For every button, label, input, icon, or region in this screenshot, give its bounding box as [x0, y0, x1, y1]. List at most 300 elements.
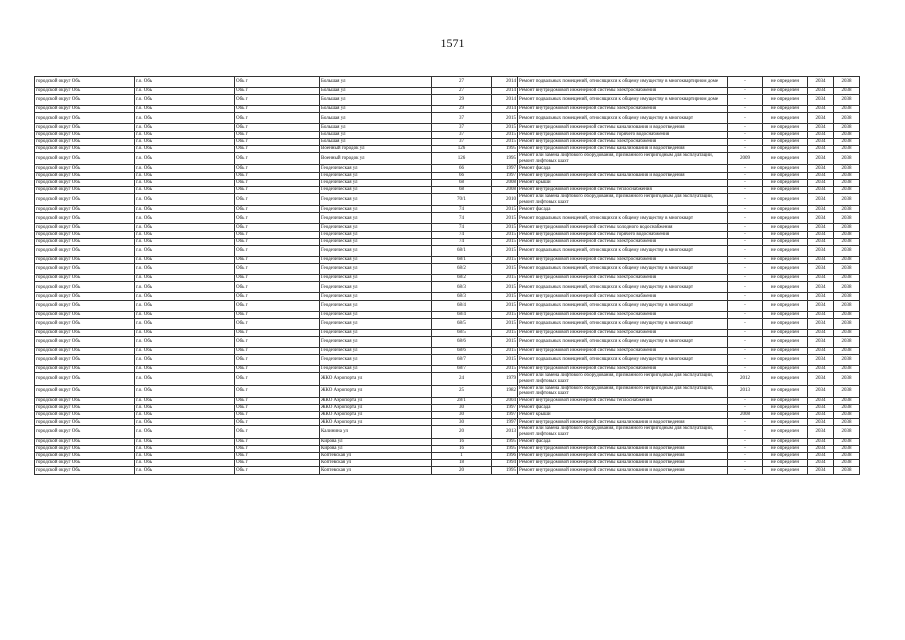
- last-repair-year-cell: 2013: [728, 385, 763, 397]
- street-cell: ЖКО Аэропорта ул: [320, 373, 432, 385]
- settlement-cell: Обь г: [235, 311, 320, 318]
- last-repair-year-cell: 2009: [728, 153, 763, 165]
- municipality-cell: городской округ Обь: [35, 438, 135, 445]
- settlement-cell: Обь г: [235, 194, 320, 206]
- street-cell: Геодезическая ул: [320, 179, 432, 186]
- table-row: [35, 467, 860, 474]
- district-cell: г.о. Обь: [135, 206, 235, 213]
- municipality-cell: городской округ Обь: [35, 445, 135, 452]
- district-cell: г.о. Обь: [135, 88, 235, 95]
- district-cell: г.о. Обь: [135, 257, 235, 264]
- settlement-cell: Обь г: [235, 366, 320, 373]
- street-cell: Большая ул: [320, 95, 432, 106]
- built-year-cell: 2014: [492, 106, 518, 113]
- house-number-cell: 68/7: [432, 366, 492, 373]
- street-cell: ЖКО Аэропорта ул: [320, 419, 432, 426]
- house-number-cell: 68/2: [432, 275, 492, 282]
- municipality-cell: городской округ Обь: [35, 426, 135, 438]
- plan-start-cell: 2034: [808, 113, 834, 124]
- last-repair-year-cell: -: [728, 275, 763, 282]
- status-cell: не определен: [763, 186, 808, 193]
- table-row: [35, 397, 860, 404]
- status-cell: не определен: [763, 419, 808, 426]
- last-repair-year-cell: -: [728, 172, 763, 179]
- district-cell: г.о. Обь: [135, 426, 235, 438]
- municipality-cell: городской округ Обь: [35, 106, 135, 113]
- last-repair-year-cell: -: [728, 194, 763, 206]
- settlement-cell: Обь г: [235, 131, 320, 138]
- status-cell: не определен: [763, 106, 808, 113]
- plan-end-cell: 2038: [834, 231, 860, 238]
- district-cell: г.о. Обь: [135, 77, 235, 88]
- plan-end-cell: 2038: [834, 385, 860, 397]
- district-cell: г.о. Обь: [135, 355, 235, 366]
- table-row: [35, 300, 860, 311]
- settlement-cell: Обь г: [235, 438, 320, 445]
- house-number-cell: 68/1: [432, 257, 492, 264]
- status-cell: не определен: [763, 293, 808, 300]
- last-repair-year-cell: -: [728, 438, 763, 445]
- table-row: [35, 264, 860, 275]
- house-number-cell: 37: [432, 138, 492, 145]
- plan-start-cell: 2034: [808, 206, 834, 213]
- house-number-cell: 24: [432, 373, 492, 385]
- work-type-cell: Ремонт внутридомовой инженерной системы электроснабжения: [518, 138, 728, 145]
- work-type-cell: Ремонт внутридомовой инженерной системы канализования и водоотведения: [518, 124, 728, 131]
- last-repair-year-cell: -: [728, 77, 763, 88]
- house-number-cell: 20: [432, 426, 492, 438]
- status-cell: не определен: [763, 347, 808, 354]
- built-year-cell: 2014: [492, 95, 518, 106]
- settlement-cell: Обь г: [235, 355, 320, 366]
- plan-end-cell: 2038: [834, 88, 860, 95]
- street-cell: Большая ул: [320, 124, 432, 131]
- plan-start-cell: 2034: [808, 453, 834, 460]
- work-type-cell: Ремонт фасада: [518, 165, 728, 172]
- municipality-cell: городской округ Обь: [35, 238, 135, 245]
- plan-start-cell: 2034: [808, 224, 834, 231]
- plan-end-cell: 2038: [834, 311, 860, 318]
- municipality-cell: городской округ Обь: [35, 206, 135, 213]
- plan-end-cell: 2038: [834, 355, 860, 366]
- street-cell: Геодезическая ул: [320, 257, 432, 264]
- district-cell: г.о. Обь: [135, 145, 235, 152]
- municipality-cell: городской округ Обь: [35, 153, 135, 165]
- plan-start-cell: 2034: [808, 397, 834, 404]
- last-repair-year-cell: -: [728, 246, 763, 257]
- built-year-cell: 2010: [492, 194, 518, 206]
- municipality-cell: городской округ Обь: [35, 419, 135, 426]
- district-cell: г.о. Обь: [135, 153, 235, 165]
- plan-start-cell: 2034: [808, 172, 834, 179]
- table-row: [35, 311, 860, 318]
- status-cell: не определен: [763, 336, 808, 347]
- status-cell: не определен: [763, 77, 808, 88]
- built-year-cell: 2015: [492, 336, 518, 347]
- plan-end-cell: 2038: [834, 194, 860, 206]
- table-row: [35, 293, 860, 300]
- street-cell: ЖКО Аэропорта ул: [320, 412, 432, 419]
- work-type-cell: Ремонт внутридомовой инженерной системы канализования и водоотведения: [518, 445, 728, 452]
- last-repair-year-cell: -: [728, 397, 763, 404]
- last-repair-year-cell: -: [728, 419, 763, 426]
- municipality-cell: городской округ Обь: [35, 165, 135, 172]
- built-year-cell: 1994: [492, 460, 518, 467]
- house-number-cell: 68: [432, 186, 492, 193]
- table-body: [35, 77, 860, 475]
- table-row: [35, 95, 860, 106]
- table-row: [35, 366, 860, 373]
- district-cell: г.о. Обь: [135, 366, 235, 373]
- district-cell: г.о. Обь: [135, 264, 235, 275]
- table-row: [35, 213, 860, 224]
- built-year-cell: 2015: [492, 213, 518, 224]
- settlement-cell: Обь г: [235, 186, 320, 193]
- plan-end-cell: 2038: [834, 145, 860, 152]
- municipality-cell: городской округ Обь: [35, 264, 135, 275]
- settlement-cell: Обь г: [235, 347, 320, 354]
- last-repair-year-cell: -: [728, 336, 763, 347]
- last-repair-year-cell: -: [728, 426, 763, 438]
- house-number-cell: 68/4: [432, 300, 492, 311]
- last-repair-year-cell: -: [728, 460, 763, 467]
- house-number-cell: 68/5: [432, 318, 492, 329]
- built-year-cell: 2015: [492, 224, 518, 231]
- district-cell: г.о. Обь: [135, 445, 235, 452]
- plan-start-cell: 2034: [808, 404, 834, 411]
- last-repair-year-cell: -: [728, 138, 763, 145]
- house-number-cell: 68/3: [432, 282, 492, 293]
- built-year-cell: 2015: [492, 246, 518, 257]
- municipality-cell: городской округ Обь: [35, 412, 135, 419]
- settlement-cell: Обь г: [235, 404, 320, 411]
- plan-end-cell: 2038: [834, 438, 860, 445]
- plan-end-cell: 2038: [834, 318, 860, 329]
- last-repair-year-cell: -: [728, 95, 763, 106]
- house-number-cell: 25: [432, 385, 492, 397]
- status-cell: не определен: [763, 257, 808, 264]
- plan-start-cell: 2034: [808, 460, 834, 467]
- last-repair-year-cell: -: [728, 206, 763, 213]
- house-number-cell: 68/3: [432, 293, 492, 300]
- table-row: [35, 194, 860, 206]
- status-cell: не определен: [763, 213, 808, 224]
- municipality-cell: городской округ Обь: [35, 293, 135, 300]
- table-row: [35, 412, 860, 419]
- work-type-cell: Ремонт или замена лифтового оборудования, признанного непригодным для эксплуатации, ремонт лифтовых шахт: [518, 385, 728, 397]
- table-row: [35, 246, 860, 257]
- municipality-cell: городской округ Обь: [35, 179, 135, 186]
- settlement-cell: Обь г: [235, 397, 320, 404]
- status-cell: не определен: [763, 131, 808, 138]
- built-year-cell: 2015: [492, 264, 518, 275]
- table-row: [35, 153, 860, 165]
- status-cell: не определен: [763, 445, 808, 452]
- street-cell: Геодезическая ул: [320, 165, 432, 172]
- work-type-cell: Ремонт внутридомовой инженерной системы электроснабжения: [518, 106, 728, 113]
- table-row: [35, 453, 860, 460]
- last-repair-year-cell: -: [728, 453, 763, 460]
- district-cell: г.о. Обь: [135, 467, 235, 474]
- last-repair-year-cell: -: [728, 213, 763, 224]
- built-year-cell: 1997: [492, 412, 518, 419]
- status-cell: не определен: [763, 138, 808, 145]
- street-cell: Геодезическая ул: [320, 224, 432, 231]
- settlement-cell: Обь г: [235, 106, 320, 113]
- work-type-cell: Ремонт подвальных помещений, относящихся к общему имуществу в многокварт: [518, 282, 728, 293]
- table-row: [35, 113, 860, 124]
- built-year-cell: 2004: [492, 397, 518, 404]
- status-cell: не определен: [763, 467, 808, 474]
- last-repair-year-cell: -: [728, 282, 763, 293]
- last-repair-year-cell: -: [728, 404, 763, 411]
- built-year-cell: 2015: [492, 293, 518, 300]
- built-year-cell: 1997: [492, 172, 518, 179]
- street-cell: Геодезическая ул: [320, 282, 432, 293]
- street-cell: Военный городок ул: [320, 153, 432, 165]
- status-cell: не определен: [763, 246, 808, 257]
- work-type-cell: Ремонт внутридомовой инженерной системы электроснабжения: [518, 329, 728, 336]
- settlement-cell: Обь г: [235, 275, 320, 282]
- district-cell: г.о. Обь: [135, 404, 235, 411]
- street-cell: Геодезическая ул: [320, 194, 432, 206]
- work-type-cell: Ремонт внутридомовой инженерной системы электроснабжения: [518, 275, 728, 282]
- page-number: 1571: [440, 36, 465, 50]
- plan-start-cell: 2034: [808, 131, 834, 138]
- plan-start-cell: 2034: [808, 426, 834, 438]
- plan-end-cell: 2038: [834, 77, 860, 88]
- municipality-cell: городской округ Обь: [35, 246, 135, 257]
- status-cell: не определен: [763, 95, 808, 106]
- work-type-cell: Ремонт внутридомовой инженерной системы горячего водоснабжения: [518, 231, 728, 238]
- municipality-cell: городской округ Обь: [35, 467, 135, 474]
- street-cell: Кирова ул: [320, 438, 432, 445]
- status-cell: не определен: [763, 366, 808, 373]
- district-cell: г.о. Обь: [135, 95, 235, 106]
- plan-start-cell: 2034: [808, 165, 834, 172]
- settlement-cell: Обь г: [235, 179, 320, 186]
- table-row: [35, 419, 860, 426]
- plan-end-cell: 2038: [834, 293, 860, 300]
- built-year-cell: 1995: [492, 445, 518, 452]
- settlement-cell: Обь г: [235, 264, 320, 275]
- district-cell: г.о. Обь: [135, 419, 235, 426]
- street-cell: Калинина ул: [320, 426, 432, 438]
- settlement-cell: Обь г: [235, 453, 320, 460]
- built-year-cell: 2015: [492, 300, 518, 311]
- plan-start-cell: 2034: [808, 275, 834, 282]
- plan-start-cell: 2034: [808, 336, 834, 347]
- plan-start-cell: 2034: [808, 366, 834, 373]
- municipality-cell: городской округ Обь: [35, 355, 135, 366]
- street-cell: ЖКО Аэропорта ул: [320, 397, 432, 404]
- municipality-cell: городской округ Обь: [35, 131, 135, 138]
- plan-start-cell: 2034: [808, 106, 834, 113]
- street-cell: Геодезическая ул: [320, 347, 432, 354]
- built-year-cell: 2013: [492, 426, 518, 438]
- status-cell: не определен: [763, 318, 808, 329]
- plan-end-cell: 2038: [834, 165, 860, 172]
- table-row: [35, 165, 860, 172]
- settlement-cell: Обь г: [235, 293, 320, 300]
- plan-end-cell: 2038: [834, 206, 860, 213]
- house-number-cell: 68/2: [432, 264, 492, 275]
- work-type-cell: Ремонт крыши: [518, 179, 728, 186]
- street-cell: Большая ул: [320, 131, 432, 138]
- work-type-cell: Ремонт внутридомовой инженерной системы электроснабжения: [518, 311, 728, 318]
- district-cell: г.о. Обь: [135, 329, 235, 336]
- status-cell: не определен: [763, 179, 808, 186]
- work-type-cell: Ремонт внутридомовой инженерной системы канализования и водоотведения: [518, 419, 728, 426]
- house-number-cell: 37: [432, 131, 492, 138]
- table-row: [35, 224, 860, 231]
- last-repair-year-cell: -: [728, 88, 763, 95]
- plan-start-cell: 2034: [808, 88, 834, 95]
- status-cell: не определен: [763, 206, 808, 213]
- district-cell: г.о. Обь: [135, 231, 235, 238]
- last-repair-year-cell: -: [728, 224, 763, 231]
- district-cell: г.о. Обь: [135, 318, 235, 329]
- built-year-cell: 1997: [492, 419, 518, 426]
- plan-start-cell: 2034: [808, 412, 834, 419]
- table-row: [35, 138, 860, 145]
- settlement-cell: Обь г: [235, 460, 320, 467]
- house-number-cell: 74: [432, 238, 492, 245]
- plan-end-cell: 2038: [834, 404, 860, 411]
- settlement-cell: Обь г: [235, 329, 320, 336]
- district-cell: г.о. Обь: [135, 412, 235, 419]
- last-repair-year-cell: -: [728, 355, 763, 366]
- last-repair-year-cell: 2012: [728, 373, 763, 385]
- plan-start-cell: 2034: [808, 257, 834, 264]
- plan-end-cell: 2038: [834, 412, 860, 419]
- table-row: [35, 318, 860, 329]
- last-repair-year-cell: -: [728, 165, 763, 172]
- municipality-cell: городской округ Обь: [35, 347, 135, 354]
- district-cell: г.о. Обь: [135, 275, 235, 282]
- status-cell: не определен: [763, 404, 808, 411]
- table-row: [35, 329, 860, 336]
- settlement-cell: Обь г: [235, 138, 320, 145]
- street-cell: Геодезическая ул: [320, 231, 432, 238]
- street-cell: Геодезическая ул: [320, 213, 432, 224]
- house-number-cell: 16: [432, 445, 492, 452]
- plan-end-cell: 2038: [834, 153, 860, 165]
- plan-start-cell: 2034: [808, 194, 834, 206]
- built-year-cell: 2015: [492, 355, 518, 366]
- settlement-cell: Обь г: [235, 419, 320, 426]
- house-number-cell: 74: [432, 206, 492, 213]
- house-number-cell: 126: [432, 145, 492, 152]
- district-cell: г.о. Обь: [135, 124, 235, 131]
- built-year-cell: 2015: [492, 318, 518, 329]
- district-cell: г.о. Обь: [135, 373, 235, 385]
- street-cell: Большая ул: [320, 113, 432, 124]
- settlement-cell: Обь г: [235, 318, 320, 329]
- plan-end-cell: 2038: [834, 300, 860, 311]
- table-row: [35, 385, 860, 397]
- district-cell: г.о. Обь: [135, 224, 235, 231]
- plan-end-cell: 2038: [834, 257, 860, 264]
- table-row: [35, 373, 860, 385]
- work-type-cell: Ремонт внутридомовой инженерной системы электроснабжения: [518, 257, 728, 264]
- plan-start-cell: 2034: [808, 467, 834, 474]
- built-year-cell: 1995: [492, 438, 518, 445]
- plan-end-cell: 2038: [834, 95, 860, 106]
- house-number-cell: 30: [432, 419, 492, 426]
- work-type-cell: Ремонт внутридомовой инженерной системы электроснабжения: [518, 366, 728, 373]
- street-cell: Большая ул: [320, 106, 432, 113]
- municipality-cell: городской округ Обь: [35, 311, 135, 318]
- plan-end-cell: 2038: [834, 275, 860, 282]
- house-number-cell: 70/1: [432, 194, 492, 206]
- status-cell: не определен: [763, 329, 808, 336]
- plan-start-cell: 2034: [808, 153, 834, 165]
- settlement-cell: Обь г: [235, 165, 320, 172]
- plan-start-cell: 2034: [808, 186, 834, 193]
- built-year-cell: 2014: [492, 77, 518, 88]
- district-cell: г.о. Обь: [135, 138, 235, 145]
- last-repair-year-cell: -: [728, 445, 763, 452]
- plan-start-cell: 2034: [808, 77, 834, 88]
- built-year-cell: 2015: [492, 238, 518, 245]
- status-cell: не определен: [763, 194, 808, 206]
- status-cell: не определен: [763, 88, 808, 95]
- settlement-cell: Обь г: [235, 385, 320, 397]
- municipality-cell: городской округ Обь: [35, 404, 135, 411]
- municipality-cell: городской округ Обь: [35, 172, 135, 179]
- built-year-cell: 2015: [492, 282, 518, 293]
- work-type-cell: Ремонт подвальных помещений, относящихся к общему имуществу в многокварт: [518, 246, 728, 257]
- house-number-cell: 68/6: [432, 347, 492, 354]
- plan-end-cell: 2038: [834, 397, 860, 404]
- street-cell: ЖКО Аэропорта ул: [320, 385, 432, 397]
- plan-start-cell: 2034: [808, 213, 834, 224]
- settlement-cell: Обь г: [235, 246, 320, 257]
- street-cell: Геодезическая ул: [320, 311, 432, 318]
- district-cell: г.о. Обь: [135, 172, 235, 179]
- street-cell: Большая ул: [320, 138, 432, 145]
- last-repair-year-cell: -: [728, 467, 763, 474]
- plan-start-cell: 2034: [808, 138, 834, 145]
- work-type-cell: Ремонт подвальных помещений, относящихся к общему имуществу в многокварт: [518, 318, 728, 329]
- built-year-cell: 1997: [492, 165, 518, 172]
- settlement-cell: Обь г: [235, 206, 320, 213]
- built-year-cell: 2015: [492, 138, 518, 145]
- settlement-cell: Обь г: [235, 172, 320, 179]
- house-number-cell: 1: [432, 453, 492, 460]
- built-year-cell: 2014: [492, 88, 518, 95]
- plan-end-cell: 2038: [834, 453, 860, 460]
- house-number-cell: 68/4: [432, 311, 492, 318]
- house-number-cell: 66: [432, 165, 492, 172]
- work-type-cell: Ремонт крыши: [518, 412, 728, 419]
- municipality-cell: городской округ Обь: [35, 257, 135, 264]
- settlement-cell: Обь г: [235, 213, 320, 224]
- built-year-cell: 2008: [492, 186, 518, 193]
- status-cell: не определен: [763, 238, 808, 245]
- plan-end-cell: 2038: [834, 213, 860, 224]
- settlement-cell: Обь г: [235, 145, 320, 152]
- house-number-cell: 37: [432, 124, 492, 131]
- plan-start-cell: 2034: [808, 238, 834, 245]
- work-type-cell: Ремонт внутридомовой инженерной системы горячего водоснабжения: [518, 131, 728, 138]
- plan-start-cell: 2034: [808, 419, 834, 426]
- table-row: [35, 131, 860, 138]
- street-cell: Кирова ул: [320, 445, 432, 452]
- house-number-cell: 27: [432, 77, 492, 88]
- district-cell: г.о. Обь: [135, 397, 235, 404]
